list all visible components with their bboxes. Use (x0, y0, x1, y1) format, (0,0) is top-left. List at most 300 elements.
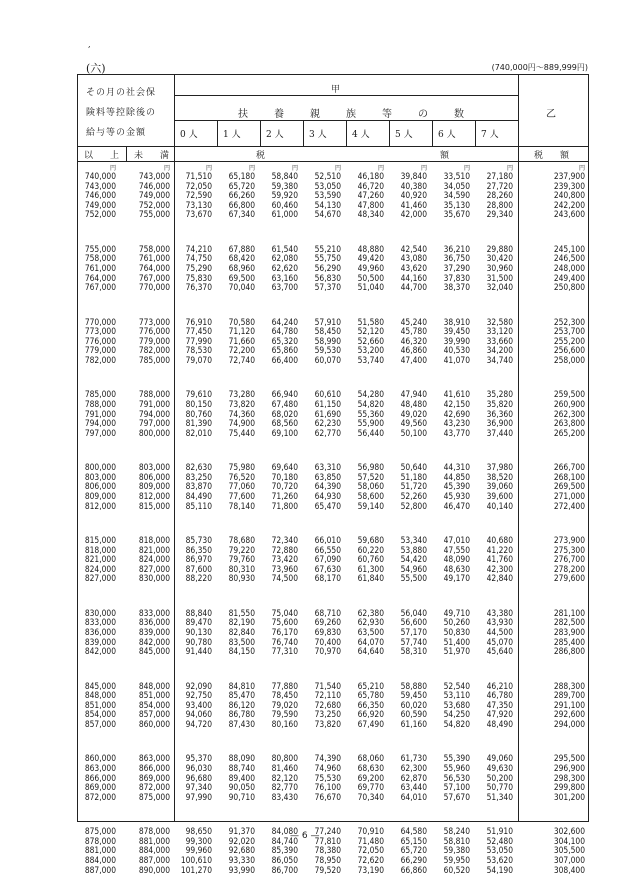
table-cell: 800,000 (84, 462, 116, 473)
table-cell: 63,160 (271, 272, 298, 283)
divider (126, 147, 127, 161)
table-cell: 60,220 (357, 544, 384, 555)
table-cell: 59,140 (357, 500, 384, 511)
table-cell: 755,000 (138, 209, 170, 220)
table-cell: 77,810 (314, 835, 341, 846)
table-cell: 97,990 (185, 791, 212, 802)
table-cell: 80,310 (228, 563, 255, 574)
table-cell: 86,120 (228, 699, 255, 710)
table-cell: 61,840 (357, 573, 384, 584)
table-cell: 40,530 (443, 345, 470, 356)
table-cell: 74,390 (314, 753, 341, 764)
tax-table (77, 74, 589, 875)
table-cell: 863,000 (84, 763, 116, 773)
table-cell: 67,340 (228, 209, 255, 220)
table-cell: 46,720 (357, 180, 384, 191)
table-cell: 41,070 (443, 355, 470, 365)
table-cell: 101,270 (180, 864, 212, 875)
table-cell: 71,480 (357, 835, 384, 846)
table-cell: 63,440 (400, 782, 427, 793)
table-cell: 249,400 (553, 272, 585, 283)
table-cell: 44,700 (400, 282, 427, 293)
table-cell: 86,700 (271, 864, 298, 875)
otsu-label: 乙 (546, 109, 556, 120)
table-cell: 68,170 (314, 573, 341, 584)
table-cell: 70,970 (314, 646, 341, 657)
table-cell: 79,220 (228, 544, 255, 555)
table-cell: 54,130 (314, 199, 341, 210)
table-cell: 776,000 (84, 335, 116, 346)
table-cell: 47,260 (357, 190, 384, 201)
table-cell: 54,670 (314, 209, 341, 220)
table-cell: 296,900 (553, 763, 585, 773)
table-cell: 55,360 (357, 408, 384, 419)
table-cell: 74,960 (314, 763, 341, 773)
table-cell: 87,430 (228, 719, 255, 729)
table-cell: 53,050 (314, 180, 341, 191)
table-cell: 78,950 (314, 855, 341, 865)
table-cell: 64,070 (357, 636, 384, 647)
table-cell: 85,110 (185, 500, 212, 511)
table-cell: 36,210 (443, 243, 470, 254)
table-cell: 94,720 (185, 719, 212, 729)
table-cell: 51,970 (443, 646, 470, 657)
table-cell: 245,100 (553, 243, 585, 254)
table-cell: 78,140 (228, 500, 255, 511)
table-cell: 767,000 (138, 272, 170, 283)
table-cell: 59,380 (271, 180, 298, 191)
table-cell: 43,770 (443, 427, 470, 438)
table-cell: 54,190 (486, 864, 513, 875)
table-cell: 48,340 (357, 209, 384, 220)
table-cell: 54,820 (357, 399, 384, 409)
table-cell: 278,200 (553, 563, 585, 574)
table-cell: 44,310 (443, 462, 470, 473)
table-cell: 62,380 (357, 607, 384, 618)
table-cell: 36,750 (443, 253, 470, 264)
table-cell: 82,630 (185, 462, 212, 473)
table-cell: 77,240 (314, 826, 341, 837)
table-cell: 785,000 (138, 355, 170, 365)
table-cell: 77,310 (271, 646, 298, 657)
table-cell: 785,000 (84, 389, 116, 400)
table-cell: 49,710 (443, 607, 470, 618)
table-cell: 73,960 (271, 563, 298, 574)
table-cell: 276,700 (553, 554, 585, 565)
table-cell: 27,180 (486, 171, 513, 181)
table-cell: 60,020 (400, 699, 427, 710)
table-cell: 30,960 (486, 263, 513, 273)
table-cell: 842,000 (138, 636, 170, 647)
table-cell: 73,820 (314, 719, 341, 729)
table-row (78, 210, 590, 220)
table-cell: 82,840 (228, 627, 255, 637)
table-cell: 75,290 (185, 263, 212, 273)
divider (217, 121, 218, 146)
table-cell: 28,260 (486, 190, 513, 201)
table-cell: 47,550 (443, 544, 470, 555)
table-cell: 45,070 (486, 636, 513, 647)
table-cell: 68,060 (357, 753, 384, 764)
table-cell: 33,510 (443, 171, 470, 181)
table-cell: 80,930 (228, 573, 255, 584)
table-cell: 67,630 (314, 563, 341, 574)
table-cell: 65,860 (271, 345, 298, 356)
table-cell: 52,260 (400, 491, 427, 501)
table-cell: 80,760 (185, 408, 212, 419)
dependents-count-header: 6 人 (438, 130, 456, 140)
table-cell: 58,450 (314, 326, 341, 337)
table-cell: 824,000 (84, 563, 116, 574)
table-cell: 36,900 (486, 418, 513, 429)
table-cell: 770,000 (84, 316, 116, 327)
table-cell: 49,960 (357, 263, 384, 273)
table-cell: 94,060 (185, 709, 212, 720)
table-cell: 74,500 (271, 573, 298, 584)
divider (389, 121, 390, 146)
table-cell: 70,180 (271, 471, 298, 482)
table-cell: 815,000 (84, 535, 116, 545)
table-cell: 37,290 (443, 263, 470, 273)
table-cell: 791,000 (84, 408, 116, 419)
table-cell: 299,800 (553, 782, 585, 793)
table-cell: 71,510 (185, 171, 212, 181)
table-cell: 830,000 (84, 607, 116, 618)
table-cell: 56,830 (314, 272, 341, 283)
table-cell: 61,730 (400, 753, 427, 764)
table-cell: 782,000 (84, 355, 116, 365)
table-cell: 42,540 (400, 243, 427, 254)
table-cell: 286,800 (553, 646, 585, 657)
table-cell: 71,120 (228, 326, 255, 337)
table-cell: 33,660 (486, 335, 513, 346)
table-cell: 58,240 (443, 826, 470, 837)
table-cell: 81,460 (271, 763, 298, 773)
table-cell: 60,520 (443, 864, 470, 875)
table-cell: 49,420 (357, 253, 384, 264)
table-cell: 42,150 (443, 399, 470, 409)
table-cell: 72,740 (228, 355, 255, 365)
table-cell: 279,600 (553, 573, 585, 584)
table-cell: 848,000 (138, 680, 170, 691)
table-cell: 76,910 (185, 316, 212, 327)
table-row (78, 793, 590, 803)
table-cell: 60,070 (314, 355, 341, 365)
table-cell: 60,460 (271, 199, 298, 210)
table-cell: 836,000 (84, 627, 116, 637)
table-cell: 33,120 (486, 326, 513, 337)
table-row (78, 356, 590, 366)
table-cell: 44,500 (486, 627, 513, 637)
table-cell: 73,280 (228, 389, 255, 400)
table-cell: 250,800 (553, 282, 585, 293)
table-cell: 308,400 (553, 864, 585, 875)
table-cell: 86,350 (185, 544, 212, 555)
divider (78, 146, 588, 147)
table-cell: 62,080 (271, 253, 298, 264)
table-cell: 45,240 (400, 316, 427, 327)
table-cell: 55,960 (443, 763, 470, 773)
table-cell: 779,000 (138, 335, 170, 346)
table-cell: 62,870 (400, 772, 427, 783)
table-cell: 291,100 (553, 699, 585, 710)
table-cell: 836,000 (138, 617, 170, 628)
table-cell: 767,000 (84, 282, 116, 293)
table-cell: 66,940 (271, 389, 298, 400)
table-cell: 857,000 (84, 719, 116, 729)
table-cell: 73,250 (314, 709, 341, 720)
table-cell: 56,600 (400, 617, 427, 628)
table-cell: 887,000 (138, 855, 170, 865)
table-cell: 749,000 (84, 199, 116, 210)
miman-label: 未 満 (134, 151, 174, 161)
table-cell: 746,000 (84, 190, 116, 201)
table-cell: 47,010 (443, 535, 470, 545)
table-cell: 54,420 (400, 554, 427, 565)
kou-label: 甲 (331, 85, 341, 95)
table-cell: 69,100 (271, 427, 298, 438)
table-cell: 69,640 (271, 462, 298, 473)
table-cell: 275,300 (553, 544, 585, 555)
table-cell: 824,000 (138, 554, 170, 565)
table-cell: 77,990 (185, 335, 212, 346)
table-cell: 49,020 (400, 408, 427, 419)
table-cell: 83,250 (185, 471, 212, 482)
table-cell: 252,300 (553, 316, 585, 327)
table-cell: 76,100 (314, 782, 341, 793)
table-cell: 34,740 (486, 355, 513, 365)
table-cell: 58,990 (314, 335, 341, 346)
table-cell: 59,680 (357, 535, 384, 545)
table-cell: 292,600 (553, 709, 585, 720)
table-cell: 56,040 (400, 607, 427, 618)
table-cell: 75,040 (271, 607, 298, 618)
yen-unit-label: 円 (507, 165, 514, 172)
table-cell: 243,600 (553, 209, 585, 220)
table-cell: 96,680 (185, 772, 212, 783)
table-cell: 72,340 (271, 535, 298, 545)
table-cell: 53,680 (443, 699, 470, 710)
table-cell: 86,780 (228, 709, 255, 720)
table-cell: 49,060 (486, 753, 513, 764)
table-cell: 39,840 (400, 171, 427, 181)
table-cell: 66,290 (400, 855, 427, 865)
table-cell: 92,680 (228, 845, 255, 856)
table-cell: 809,000 (84, 491, 116, 501)
table-cell: 80,800 (271, 753, 298, 764)
table-cell: 63,310 (314, 462, 341, 473)
table-cell: 62,300 (400, 763, 427, 773)
table-cell: 740,000 (84, 171, 116, 181)
table-cell: 34,200 (486, 345, 513, 356)
page-number: — 6 — (290, 831, 320, 841)
table-cell: 32,580 (486, 316, 513, 327)
table-cell: 283,900 (553, 627, 585, 637)
table-cell: 39,450 (443, 326, 470, 337)
table-cell: 91,440 (185, 646, 212, 657)
section-label: (六) (86, 62, 106, 75)
table-row (78, 647, 590, 657)
table-cell: 788,000 (138, 389, 170, 400)
table-cell: 73,420 (271, 554, 298, 565)
table-cell: 28,800 (486, 199, 513, 210)
table-cell: 38,910 (443, 316, 470, 327)
table-cell: 260,900 (553, 399, 585, 409)
table-cell: 63,500 (357, 627, 384, 637)
table-cell: 62,230 (314, 418, 341, 429)
dependents-label: 扶養親族等の数 (238, 109, 490, 120)
table-cell: 61,000 (271, 209, 298, 220)
table-cell: 815,000 (138, 500, 170, 511)
table-cell: 57,170 (400, 627, 427, 637)
table-cell: 89,470 (185, 617, 212, 628)
table-cell: 866,000 (84, 772, 116, 783)
table-cell: 875,000 (138, 791, 170, 802)
table-cell: 884,000 (138, 845, 170, 856)
table-cell: 88,220 (185, 573, 212, 584)
table-cell: 887,000 (84, 864, 116, 875)
table-cell: 76,740 (271, 636, 298, 647)
dependents-count-header: 7 人 (481, 130, 499, 140)
table-cell: 273,900 (553, 535, 585, 545)
zei-label: 税 (256, 151, 270, 161)
table-cell: 307,000 (553, 855, 585, 865)
table-cell: 72,680 (314, 699, 341, 710)
table-cell: 797,000 (138, 418, 170, 429)
table-cell: 53,050 (486, 845, 513, 856)
table-cell: 43,080 (400, 253, 427, 264)
table-cell: 50,640 (400, 462, 427, 473)
table-cell: 72,620 (357, 855, 384, 865)
table-cell: 50,200 (486, 772, 513, 783)
table-cell: 884,000 (84, 855, 116, 865)
table-cell: 79,520 (314, 864, 341, 875)
table-cell: 74,900 (228, 418, 255, 429)
table-cell: 41,610 (443, 389, 470, 400)
table-cell: 57,370 (314, 282, 341, 293)
table-cell: 743,000 (84, 180, 116, 191)
table-cell: 32,040 (486, 282, 513, 293)
table-cell: 52,800 (400, 500, 427, 511)
table-cell: 53,110 (443, 690, 470, 701)
table-cell: 78,680 (228, 535, 255, 545)
table-cell: 62,770 (314, 427, 341, 438)
table-cell: 875,000 (84, 826, 116, 837)
table-cell: 82,770 (271, 782, 298, 793)
table-cell: 80,150 (185, 399, 212, 409)
table-cell: 85,390 (271, 845, 298, 856)
table-cell: 266,700 (553, 462, 585, 473)
table-cell: 59,380 (443, 845, 470, 856)
table-cell: 76,370 (185, 282, 212, 293)
table-cell: 305,500 (553, 845, 585, 856)
table-cell: 90,050 (228, 782, 255, 793)
table-cell: 779,000 (84, 345, 116, 356)
table-cell: 67,880 (228, 243, 255, 254)
table-cell: 85,470 (228, 690, 255, 701)
table-cell: 881,000 (138, 835, 170, 846)
table-cell: 788,000 (84, 399, 116, 409)
table-cell: 31,500 (486, 272, 513, 283)
table-cell: 86,970 (185, 554, 212, 565)
table-cell: 44,160 (400, 272, 427, 283)
table-cell: 37,980 (486, 462, 513, 473)
table-cell: 78,450 (271, 690, 298, 701)
table-cell: 69,770 (357, 782, 384, 793)
table-cell: 68,630 (357, 763, 384, 773)
table-cell: 55,210 (314, 243, 341, 254)
table-cell: 294,000 (553, 719, 585, 729)
table-cell: 93,330 (228, 855, 255, 865)
table-cell: 59,530 (314, 345, 341, 356)
table-cell: 79,590 (271, 709, 298, 720)
table-cell: 64,780 (271, 326, 298, 337)
table-cell: 806,000 (138, 471, 170, 482)
table-cell: 92,750 (185, 690, 212, 701)
table-cell: 803,000 (138, 462, 170, 473)
table-cell: 52,120 (357, 326, 384, 337)
table-cell: 773,000 (138, 316, 170, 327)
table-cell: 282,500 (553, 617, 585, 628)
table-row (78, 720, 590, 730)
row-label-line: 給与等の金額 (86, 128, 147, 138)
table-cell: 45,640 (486, 646, 513, 657)
table-cell: 53,880 (400, 544, 427, 555)
table-cell: 29,340 (486, 209, 513, 220)
table-cell: 75,530 (314, 772, 341, 783)
table-cell: 872,000 (138, 782, 170, 793)
table-cell: 70,400 (314, 636, 341, 647)
table-cell: 258,000 (553, 355, 585, 365)
table-cell: 88,840 (185, 607, 212, 618)
table-cell: 65,720 (400, 845, 427, 856)
table-cell: 93,400 (185, 699, 212, 710)
table-cell: 47,920 (486, 709, 513, 720)
table-cell: 39,990 (443, 335, 470, 346)
table-cell: 295,500 (553, 753, 585, 764)
table-cell: 770,000 (138, 282, 170, 293)
table-cell: 74,360 (228, 408, 255, 419)
table-cell: 47,400 (400, 355, 427, 365)
table-cell: 59,950 (443, 855, 470, 865)
table-cell: 78,530 (185, 345, 212, 356)
table-cell: 890,000 (138, 864, 170, 875)
table-cell: 35,130 (443, 199, 470, 210)
table-cell: 56,440 (357, 427, 384, 438)
table-cell: 259,500 (553, 389, 585, 400)
table-cell: 39,600 (486, 491, 513, 501)
table-cell: 48,880 (357, 243, 384, 254)
row-label-line: その月の社会保 (86, 88, 157, 98)
table-cell: 839,000 (84, 636, 116, 647)
table-cell: 68,420 (228, 253, 255, 264)
table-cell: 803,000 (84, 471, 116, 482)
table-cell: 68,560 (271, 418, 298, 429)
table-cell: 81,550 (228, 607, 255, 618)
table-cell: 82,120 (271, 772, 298, 783)
table-cell: 63,850 (314, 471, 341, 482)
divider (432, 121, 433, 146)
table-cell: 66,550 (314, 544, 341, 555)
table-cell: 248,000 (553, 263, 585, 273)
table-cell: 72,110 (314, 690, 341, 701)
table-cell: 42,690 (443, 408, 470, 419)
table-cell: 75,830 (185, 272, 212, 283)
table-cell: 52,480 (486, 835, 513, 846)
yen-unit-label: 円 (206, 165, 213, 172)
table-cell: 45,780 (400, 326, 427, 337)
table-cell: 812,000 (138, 491, 170, 501)
